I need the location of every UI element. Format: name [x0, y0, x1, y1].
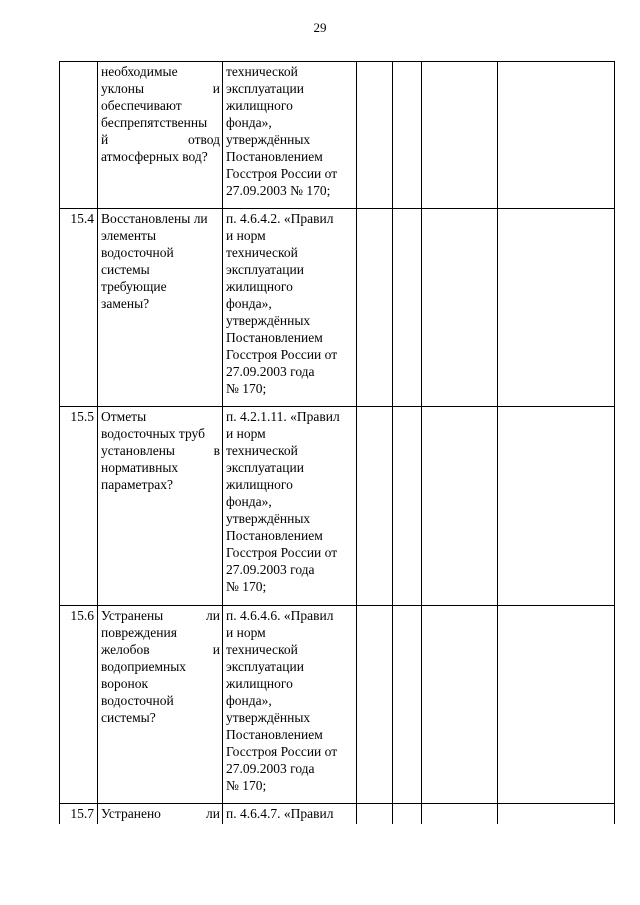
- empty-cell: [422, 804, 498, 825]
- reference-line: жилищного: [226, 477, 293, 492]
- reference-line: Постановлением: [226, 528, 323, 543]
- reference-line: эксплуатации: [226, 460, 304, 475]
- empty-cell: [357, 804, 393, 825]
- question-line-justified: [101, 80, 220, 97]
- table-row: [60, 606, 615, 804]
- reference-cell: [223, 804, 357, 825]
- question-word: и: [212, 642, 220, 657]
- empty-cell: [357, 209, 393, 407]
- empty-cell: [422, 62, 498, 209]
- empty-cell: [393, 804, 422, 825]
- question-cell: [98, 606, 223, 804]
- reference-line: фонда»,: [226, 494, 272, 509]
- question-line: нормативных: [101, 460, 179, 475]
- reference-line: и норм: [226, 228, 266, 243]
- reference-line: утверждённых: [226, 313, 311, 328]
- reference-line: 27.09.2003 года: [226, 761, 315, 776]
- empty-cell: [498, 606, 615, 804]
- reference-line: Постановлением: [226, 330, 323, 345]
- empty-cell: [357, 407, 393, 606]
- reference-line: № 170;: [226, 579, 267, 594]
- reference-line: Госстроя России от: [226, 744, 338, 759]
- table-row: [60, 209, 615, 407]
- question-word: ли: [206, 608, 220, 623]
- reference-line: Госстроя России от: [226, 166, 338, 181]
- question-cell: [98, 209, 223, 407]
- empty-cell: [357, 606, 393, 804]
- reference-line: Госстроя России от: [226, 545, 338, 560]
- reference-line: фонда»,: [226, 693, 272, 708]
- question-line: водосточной: [101, 693, 174, 708]
- reference-cell: [223, 62, 357, 209]
- reference-line: эксплуатации: [226, 659, 304, 674]
- reference-cell: [223, 407, 357, 606]
- reference-line: 27.09.2003 года: [226, 364, 315, 379]
- empty-cell: [357, 62, 393, 209]
- reference-line: технической: [226, 64, 298, 79]
- reference-line: утверждённых: [226, 132, 311, 147]
- question-line-justified: [101, 442, 220, 459]
- empty-cell: [498, 209, 615, 407]
- reference-cell: [223, 209, 357, 407]
- row-number: [60, 62, 98, 209]
- reference-line: технической: [226, 245, 298, 260]
- empty-cell: [422, 407, 498, 606]
- question-word: ли: [206, 806, 220, 821]
- question-line: повреждения: [101, 625, 177, 640]
- question-cell: [98, 407, 223, 606]
- reference-line: 27.09.2003 года: [226, 562, 315, 577]
- empty-cell: [422, 209, 498, 407]
- question-line: Отметы: [101, 409, 147, 424]
- question-line: атмосферных вод?: [101, 149, 208, 164]
- checklist-table: [59, 61, 615, 824]
- question-word: й: [101, 132, 109, 147]
- reference-line: № 170;: [226, 778, 267, 793]
- row-number: 15.5: [60, 407, 98, 606]
- empty-cell: [422, 606, 498, 804]
- question-word: желобов: [101, 642, 150, 657]
- question-line: водосточных труб: [101, 426, 205, 441]
- question-line: системы: [101, 262, 150, 277]
- table-row: [60, 407, 615, 606]
- reference-line: жилищного: [226, 279, 293, 294]
- question-line: элементы: [101, 228, 157, 243]
- question-line: водосточной: [101, 245, 174, 260]
- row-number: 15.7: [60, 804, 98, 825]
- reference-line: п. 4.2.1.11. «Правил: [226, 409, 340, 424]
- reference-line: Госстроя России от: [226, 347, 338, 362]
- question-line-justified: [101, 805, 220, 822]
- empty-cell: [498, 62, 615, 209]
- question-line: Восстановлены ли: [101, 211, 208, 226]
- question-word: отвод: [188, 132, 220, 147]
- question-line: обеспечивают: [101, 98, 182, 113]
- question-line: водоприемных: [101, 659, 187, 674]
- empty-cell: [498, 407, 615, 606]
- reference-line: фонда»,: [226, 296, 272, 311]
- reference-line: жилищного: [226, 676, 293, 691]
- reference-line: жилищного: [226, 98, 293, 113]
- reference-line: эксплуатации: [226, 81, 304, 96]
- question-line: параметрах?: [101, 477, 174, 492]
- question-line: необходимые: [101, 64, 178, 79]
- empty-cell: [393, 62, 422, 209]
- question-line: воронок: [101, 676, 149, 691]
- question-word: и: [212, 81, 220, 96]
- reference-line: утверждённых: [226, 511, 311, 526]
- question-word: в: [213, 443, 220, 458]
- reference-line: п. 4.6.4.6. «Правил: [226, 608, 334, 623]
- question-word: уклоны: [101, 81, 145, 96]
- empty-cell: [498, 804, 615, 825]
- question-word: установлены: [101, 443, 175, 458]
- reference-line: эксплуатации: [226, 262, 304, 277]
- reference-line: Постановлением: [226, 149, 323, 164]
- reference-line: утверждённых: [226, 710, 311, 725]
- reference-line: п. 4.6.4.2. «Правил: [226, 211, 334, 226]
- question-line-justified: [101, 131, 220, 148]
- reference-line: технической: [226, 642, 298, 657]
- question-cell: [98, 804, 223, 825]
- question-line: беспрепятственны: [101, 115, 208, 130]
- question-word: Устранено: [101, 806, 161, 821]
- question-cell: [98, 62, 223, 209]
- empty-cell: [393, 407, 422, 606]
- reference-line: и норм: [226, 426, 266, 441]
- row-number: 15.4: [60, 209, 98, 407]
- reference-line: п. 4.6.4.7. «Правил: [226, 806, 334, 821]
- question-line-justified: [101, 641, 220, 658]
- table-row: [60, 804, 615, 825]
- question-line: замены?: [101, 296, 150, 311]
- reference-line: № 170;: [226, 381, 267, 396]
- table-row: [60, 62, 615, 209]
- reference-line: 27.09.2003 № 170;: [226, 183, 331, 198]
- question-line: системы?: [101, 710, 156, 725]
- reference-cell: [223, 606, 357, 804]
- empty-cell: [393, 209, 422, 407]
- page-number: 29: [313, 20, 327, 35]
- reference-line: фонда»,: [226, 115, 272, 130]
- question-word: Устранены: [101, 608, 164, 623]
- question-line: требующие: [101, 279, 167, 294]
- question-line-justified: [101, 607, 220, 624]
- reference-line: Постановлением: [226, 727, 323, 742]
- row-number: 15.6: [60, 606, 98, 804]
- reference-line: и норм: [226, 625, 266, 640]
- reference-line: технической: [226, 443, 298, 458]
- empty-cell: [393, 606, 422, 804]
